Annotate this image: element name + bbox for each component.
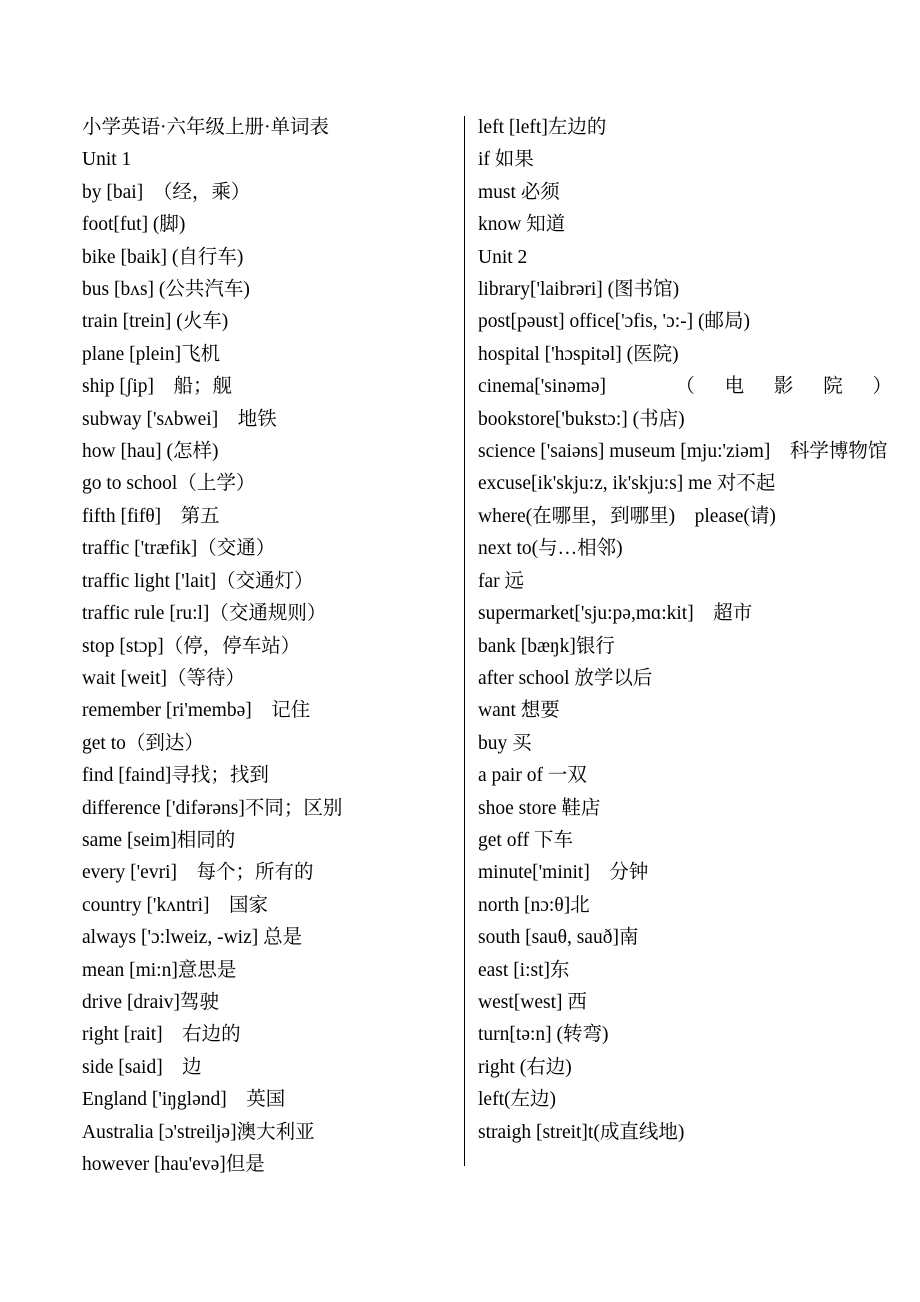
left-word-entry: by [bai] （经，乘） [82, 181, 251, 203]
right-word-entry: right (右边) [478, 1056, 572, 1078]
left-word-entry: fifth [fifθ] 第五 [82, 505, 220, 527]
right-word-entry: supermarket['sju:pə,mɑ:kit] 超市 [478, 603, 753, 625]
right-word-entry: left(左边) [478, 1089, 556, 1111]
right-word-entry: library['laibrəri] (图书馆) [478, 279, 680, 301]
left-word-entry: bike [baik] (自行车) [82, 246, 244, 268]
left-word-entry: subway ['sʌbwei] 地铁 [82, 408, 277, 430]
left-word-entry: right [rait] 右边的 [82, 1024, 241, 1046]
right-word-entry: bookstore['bukstɔ:] (书店) [478, 408, 685, 430]
unit-heading: Unit 1 [82, 149, 132, 171]
right-word-entry: if 如果 [478, 149, 534, 171]
right-word-entry: a pair of 一双 [478, 765, 587, 787]
left-word-entry: traffic light ['lait]（交通灯） [82, 570, 314, 592]
left-word-entry: find [faind]寻找；找到 [82, 765, 269, 787]
right-word-entry: far 远 [478, 570, 525, 592]
right-word-entry: straigh [streit]t(成直线地) [478, 1121, 685, 1143]
left-word-entry: difference ['difərəns]不同；区别 [82, 797, 343, 819]
right-word-entry: north [nɔ:θ]北 [478, 894, 590, 916]
right-word-entry: turn[tə:n] (转弯) [478, 1024, 609, 1046]
right-word-entry: want 想要 [478, 700, 560, 722]
left-word-entry: traffic ['træfik]（交通） [82, 538, 276, 560]
left-word-entry: go to school（上学） [82, 473, 256, 495]
right-word-entry: next to(与…相邻) [478, 538, 623, 560]
right-word-entry: get off 下车 [478, 829, 573, 851]
left-word-entry: always ['ɔ:lweiz, -wiz] 总是 [82, 927, 303, 949]
left-word-entry: bus [bʌs] (公共汽车) [82, 279, 250, 301]
right-word-entry: south [sauθ, sauð]南 [478, 927, 639, 949]
left-word-entry: mean [mi:n]意思是 [82, 959, 237, 981]
right-word-entry: shoe store 鞋店 [478, 797, 601, 819]
left-word-entry: foot[fut] (脚) [82, 214, 186, 236]
left-word-entry: Australia [ɔ'streiljə]澳大利亚 [82, 1121, 315, 1143]
right-column [464, 112, 920, 1149]
right-word-entry: post[pəust] office['ɔfis, 'ɔ:-] (邮局) [478, 311, 750, 333]
left-word-entry: plane [plein]飞机 [82, 343, 221, 365]
right-word-entry: west[west] 西 [478, 991, 587, 1013]
left-word-entry: train [trein] (火车) [82, 311, 229, 333]
left-word-entry: stop [stɔp]（停，停车站） [82, 635, 301, 657]
right-word-entry: after school 放学以后 [478, 667, 653, 689]
left-word-entry: country ['kʌntri] 国家 [82, 894, 269, 916]
right-word-entry: hospital ['hɔspitəl] (医院) [478, 343, 679, 365]
left-word-entry: every ['evri] 每个；所有的 [82, 862, 314, 884]
wordlist-columns [0, 112, 920, 1181]
left-word-entry: traffic rule [ru:l]（交通规则） [82, 603, 327, 625]
page-title: 小学英语·六年级上册·单词表 [82, 117, 329, 138]
left-column [0, 112, 464, 1181]
left-word-entry: get to（到达） [82, 732, 204, 754]
left-word-entry: remember [ri'membə] 记住 [82, 700, 311, 722]
right-word-entry: left [left]左边的 [478, 117, 607, 138]
right-word-entry: east [i:st]东 [478, 959, 570, 981]
left-word-entry: side [said] 边 [82, 1056, 202, 1078]
right-word-entry: buy 买 [478, 732, 532, 754]
right-word-entry: science ['saiəns] museum [mju:'ziəm] 科学博物馆 [478, 441, 888, 463]
left-word-entry: ship [ʃip] 船；舰 [82, 376, 233, 398]
right-word-entry: cinema['sinəmə] （电影院） [478, 376, 892, 398]
right-word-entry: excuse[ik'skju:z, ik'skju:s] me 对不起 [478, 473, 776, 495]
right-word-entry: bank [bæŋk]银行 [478, 635, 615, 657]
right-word-entry: know 知道 [478, 214, 566, 236]
right-word-entry: minute['minit] 分钟 [478, 862, 649, 884]
left-word-entry: England ['iŋglənd] 英国 [82, 1089, 286, 1111]
left-word-entry: how [hau] (怎样) [82, 441, 219, 463]
left-word-entry: same [seim]相同的 [82, 829, 236, 851]
left-word-entry: drive [draiv]驾驶 [82, 991, 219, 1013]
right-word-entry: where(在哪里，到哪里) please(请) [478, 505, 776, 527]
left-word-entry: however [hau'evə]但是 [82, 1154, 265, 1175]
left-word-entry: wait [weit]（等待） [82, 667, 246, 689]
right-word-entry: must 必须 [478, 181, 560, 203]
unit-heading: Unit 2 [478, 246, 528, 268]
